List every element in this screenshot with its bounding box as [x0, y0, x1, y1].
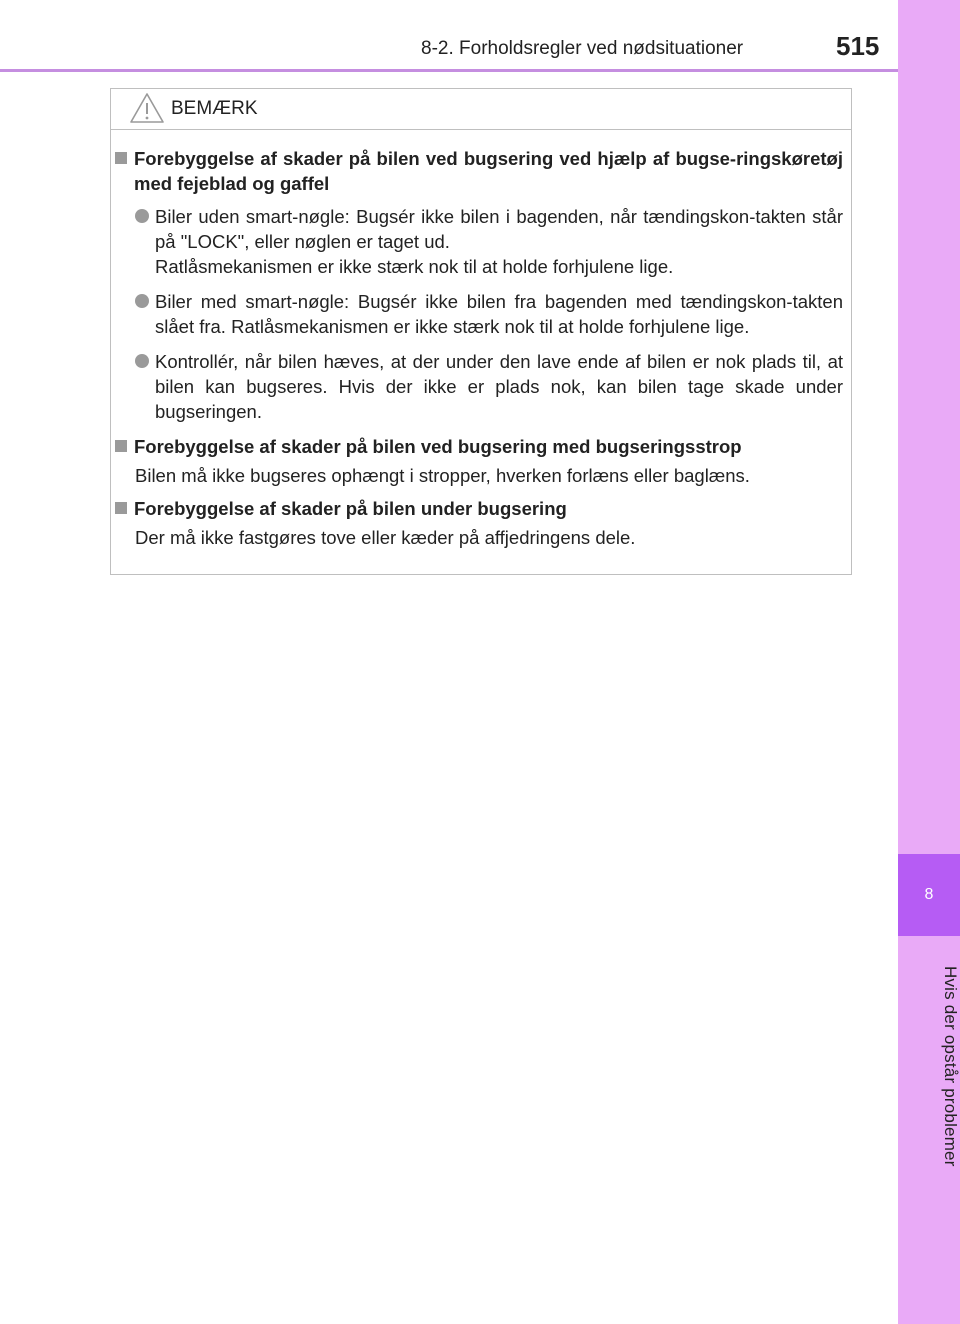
list-item-text-continued: Ratlåsmekanismen er ikke stærk nok til at holde forhjulene lige.	[155, 256, 674, 277]
list-item	[135, 204, 843, 279]
notice-box	[110, 88, 852, 575]
circle-bullet-icon	[135, 354, 149, 368]
chapter-tab[interactable]	[898, 854, 960, 936]
notice-header	[111, 89, 851, 130]
list-item-text: Biler uden smart-nøgle: Bugsér ikke bilen i bagenden, når tændingskon-takten står på "LOCK", eller nøglen er taget ud.	[155, 206, 843, 252]
square-bullet-icon	[115, 152, 127, 164]
chapter-number: 8	[924, 886, 934, 903]
square-bullet-icon	[115, 440, 127, 452]
list-item	[135, 289, 843, 339]
chapter-title	[898, 946, 960, 1186]
section-heading-text: Forebyggelse af skader på bilen ved bugsering med bugseringsstrop	[134, 436, 742, 457]
section-text: Der må ikke fastgøres tove eller kæder på affjedringens dele.	[135, 527, 636, 548]
notice-section	[135, 434, 843, 488]
section-heading-text: Forebyggelse af skader på bilen under bugsering	[134, 498, 567, 519]
notice-section	[135, 496, 843, 550]
header-rule	[0, 69, 898, 72]
notice-section	[135, 146, 843, 424]
section-heading-text: Forebyggelse af skader på bilen ved bugsering ved hjælp af bugse-ringskøretøj med fejeblad og gaffel	[134, 148, 843, 194]
section-heading	[135, 434, 843, 459]
section-heading	[135, 496, 843, 521]
notice-label: BEMÆRK	[171, 98, 258, 119]
list-item-text: Biler med smart-nøgle: Bugsér ikke bilen fra bagenden med tændingskon-takten slået fra. Ratlåsmekanismen er ikke stærk nok til at holde forhjulene lige.	[155, 291, 843, 337]
list-item	[135, 349, 843, 424]
list-item-text: Kontrollér, når bilen hæves, at der under den lave ende af bilen er nok plads til, at bilen kan bugseres. Hvis der ikke er plads nok, kan bilen tage skade under bugseringen.	[155, 351, 843, 422]
page-number: 515	[836, 31, 880, 61]
section-heading	[135, 146, 843, 196]
chapter-title-text: Hvis der opstår problemer	[941, 965, 960, 1167]
section-title: 8-2. Forholdsregler ved nødsituationer	[421, 38, 744, 59]
warning-triangle-icon	[129, 92, 165, 124]
circle-bullet-icon	[135, 209, 149, 223]
circle-bullet-icon	[135, 294, 149, 308]
square-bullet-icon	[115, 502, 127, 514]
section-text: Bilen må ikke bugseres ophængt i stropper, hverken forlæns eller baglæns.	[135, 465, 750, 486]
notice-body	[111, 130, 851, 550]
